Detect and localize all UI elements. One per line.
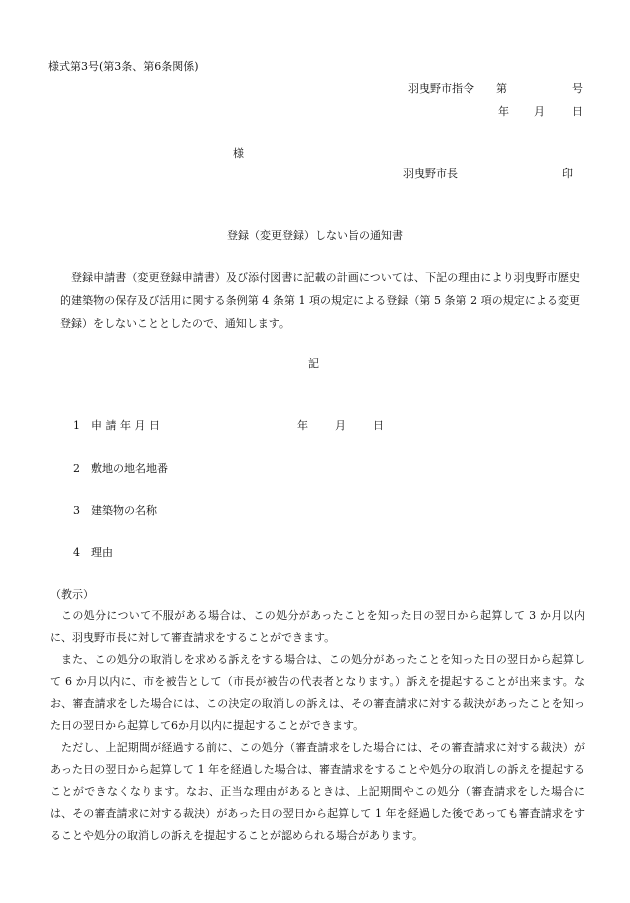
list-item xyxy=(73,460,168,476)
document-issuer: 羽曳野市指令 xyxy=(408,82,474,95)
body-paragraph: 登録申請書（変更登録申請書）及び添付図書に記載の計画については、下記の理由により羽曳野市歴史的建築物の保存及び活用に関する条例第 4 条第 1 項の規定による登録（第 5 条第 2 項の規定による変更登録）をしないこととしたので、通知します。 xyxy=(60,271,580,330)
addressee-honorific: 様 xyxy=(233,147,244,160)
issue-date-year: 年 xyxy=(498,105,509,118)
document-title: 登録（変更登録）しない旨の通知書 xyxy=(227,229,403,242)
item-number: 1 xyxy=(73,419,80,432)
ki-heading: 記 xyxy=(308,357,319,370)
document-number-suffix: 号 xyxy=(572,82,583,95)
item-number: 4 xyxy=(73,546,80,559)
notice-paragraph: また、この処分の取消しを求める訴えをする場合は、この処分があったことを知った日の翌日から起算して 6 か月以内に、市を被告として（市長が被告の代表者となります。）訴えを提起することが出来ます。なお、審査請求をした場合には、この決定の取消しの訴えは、その審査請求に対する裁決があったことを知った日の翌日から起算して6か月以内に提起することができます。 xyxy=(50,653,585,732)
document-number-prefix: 第 xyxy=(496,82,507,95)
issue-date-month: 月 xyxy=(534,105,545,118)
item-label: 建築物の名称 xyxy=(91,504,157,517)
application-date-month: 月 xyxy=(335,419,346,432)
application-date-day: 日 xyxy=(373,419,384,432)
notice-heading: （教示） xyxy=(50,588,94,601)
item-number: 2 xyxy=(73,462,80,475)
sender-mayor: 羽曳野市長 xyxy=(403,167,458,180)
list-item xyxy=(73,502,157,518)
list-item xyxy=(73,544,113,560)
issue-date-day: 日 xyxy=(572,105,583,118)
form-number: 様式第3号(第3条、第6条関係) xyxy=(48,60,199,73)
item-label: 申 請 年 月 日 xyxy=(91,419,160,432)
item-label: 敷地の地名地番 xyxy=(91,462,168,475)
notice-paragraph: この処分について不服がある場合は、この処分があったことを知った日の翌日から起算して 3 か月以内に、羽曳野市長に対して審査請求をすることができます。 xyxy=(50,609,585,644)
notice-paragraph: ただし、上記期間が経過する前に、この処分（審査請求をした場合には、その審査請求に対する裁決）があった日の翌日から起算して 1 年を経過した場合は、審査請求をすることや処分の取消しの訴えを提起することができなくなります。なお、正当な理由があるときは、上記期間やこの処分（審査請求をした場合には、その審査請求に対する裁決）があった日の翌日から起算して 1 年を経過した後であっても審査請求をすることや処分の取消しの訴えを提起することが認められる場合があります。 xyxy=(50,741,585,842)
item-label: 理由 xyxy=(91,546,113,559)
list-item xyxy=(73,417,160,433)
application-date-year: 年 xyxy=(297,419,308,432)
item-number: 3 xyxy=(73,504,80,517)
seal-mark: 印 xyxy=(562,167,573,180)
notice-body xyxy=(50,605,585,847)
